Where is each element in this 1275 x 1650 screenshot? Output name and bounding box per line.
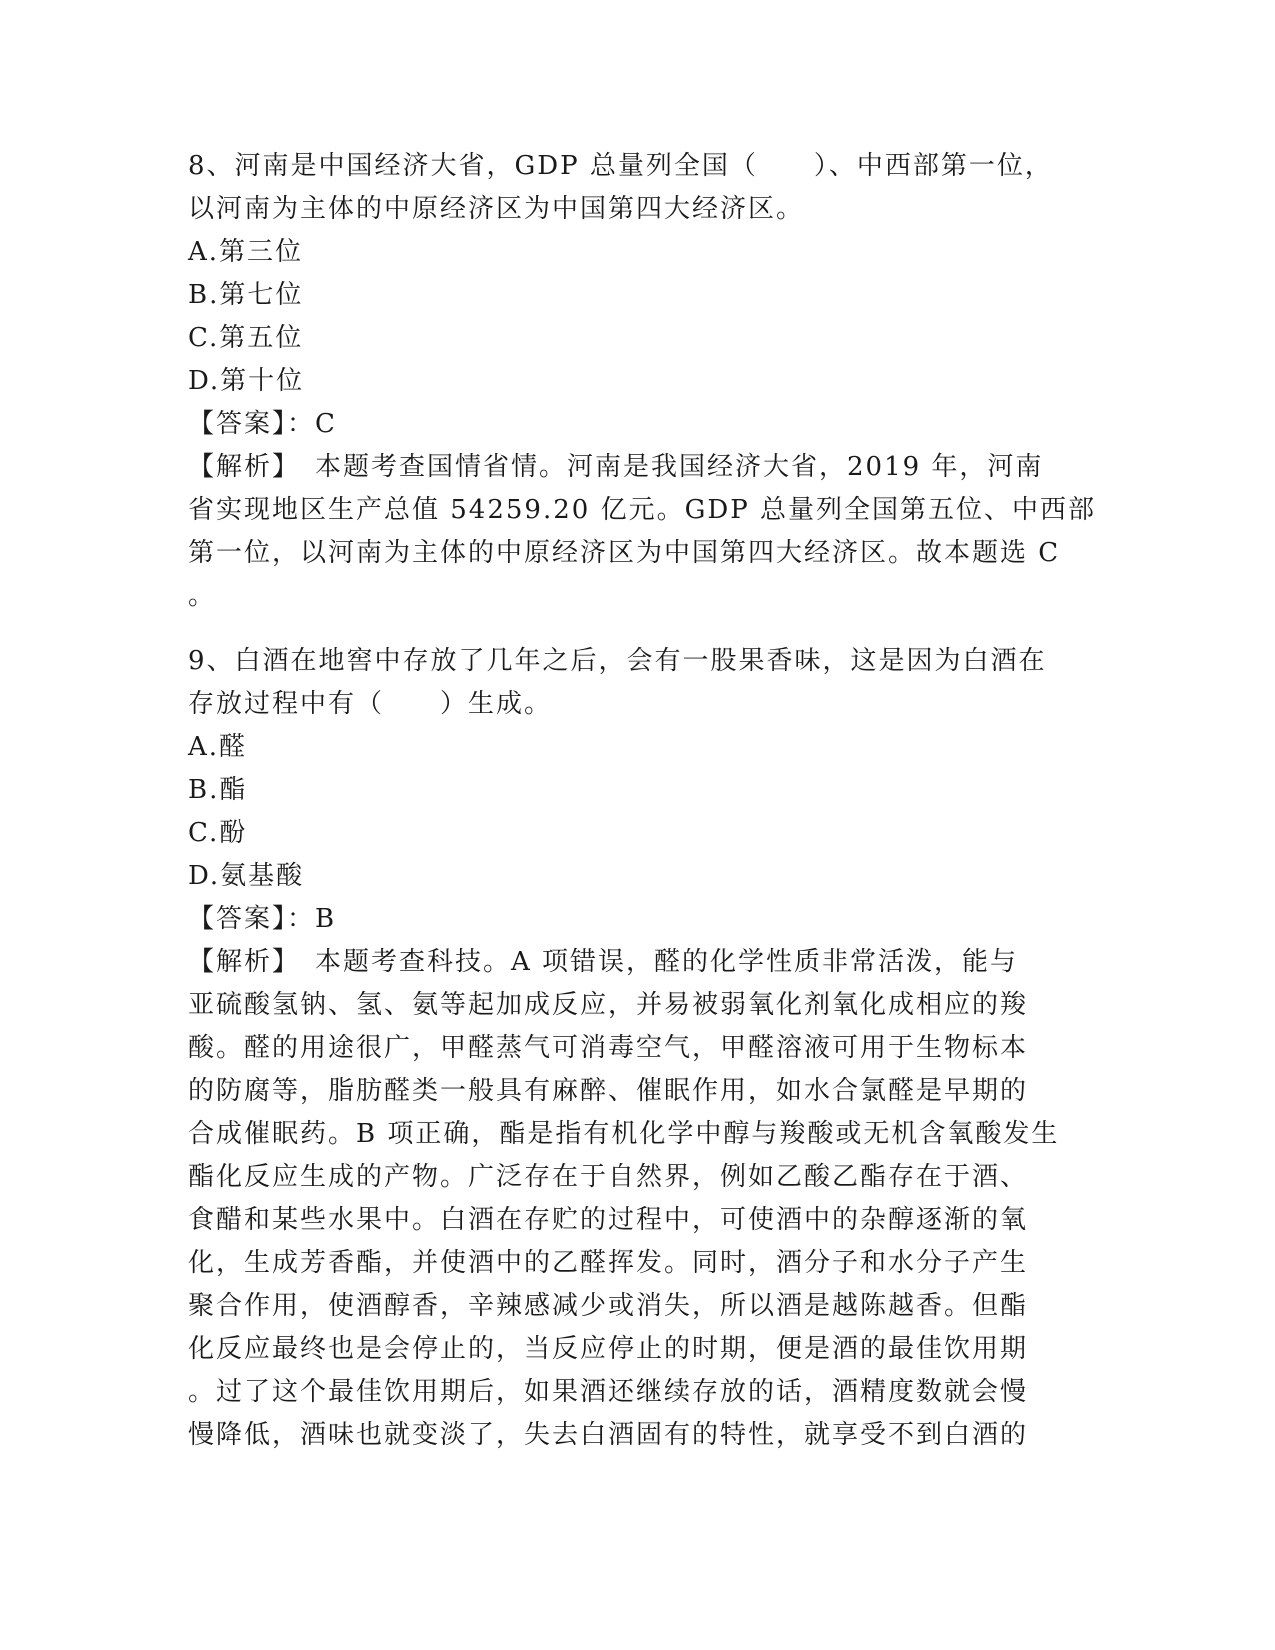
analysis-line: 【解析】 本题考查国情省情。河南是我国经济大省，2019 年，河南 [188, 452, 1044, 482]
analysis-line: 【解析】 本题考查科技。A 项错误，醛的化学性质非常活泼，能与 [188, 947, 1019, 977]
analysis-line: 聚合作用，使酒醇香，辛辣感减少或消失，所以酒是越陈越香。但酯 [188, 1291, 1029, 1321]
analysis-line: 第一位，以河南为主体的中原经济区为中国第四大经济区。故本题选 C [188, 538, 1061, 568]
question-spacer [188, 618, 1088, 640]
analysis-line: 合成催眠药。B 项正确，酯是指有机化学中醇与羧酸或无机含氧酸发生 [188, 1119, 1060, 1149]
option-a: A.第三位 [188, 237, 304, 267]
question-stem-line: 以河南为主体的中原经济区为中国第四大经济区。 [188, 194, 805, 224]
document-page [188, 145, 1096, 1457]
analysis-line: 化，生成芳香酯，并使酒中的乙醛挥发。同时，酒分子和水分子产生 [188, 1248, 1029, 1278]
option-c: C.酚 [188, 818, 248, 848]
analysis-line: 的防腐等，脂肪醛类一般具有麻醉、催眠作用，如水合氯醛是早期的 [188, 1076, 1029, 1106]
analysis-line: 食醋和某些水果中。白酒在存贮的过程中，可使酒中的杂醇逐渐的氧 [188, 1205, 1029, 1235]
answer-line: 【答案】：B [188, 904, 337, 934]
question-8 [188, 145, 1096, 618]
analysis-line: 酯化反应生成的产物。广泛存在于自然界，例如乙酸乙酯存在于酒、 [188, 1162, 1029, 1192]
question-stem-line: 8、河南是中国经济大省，GDP 总量列全国（ ）、中西部第一位， [188, 151, 1053, 181]
analysis-line: 化反应最终也是会停止的，当反应停止的时期，便是酒的最佳饮用期 [188, 1334, 1029, 1364]
question-stem-line: 9、白酒在地窖中存放了几年之后，会有一股果香味，这是因为白酒在 [188, 646, 1047, 676]
analysis-line: 。 [188, 581, 217, 611]
option-d: D.第十位 [188, 366, 305, 396]
analysis-line: 。过了这个最佳饮用期后，如果酒还继续存放的话，酒精度数就会慢 [188, 1377, 1029, 1407]
option-b: B.第七位 [188, 280, 304, 310]
option-b: B.酯 [188, 775, 248, 805]
analysis-line: 省实现地区生产总值 54259.20 亿元。GDP 总量列全国第五位、中西部 [188, 495, 1096, 525]
analysis-line: 慢降低，酒味也就变淡了，失去白酒固有的特性，就享受不到白酒的 [188, 1420, 1029, 1450]
option-d: D.氨基酸 [188, 861, 305, 891]
analysis-line: 亚硫酸氢钠、氢、氨等起加成反应，并易被弱氧化剂氧化成相应的羧 [188, 990, 1029, 1020]
analysis-line: 酸。醛的用途很广，甲醛蒸气可消毒空气，甲醛溶液可用于生物标本 [188, 1033, 1029, 1063]
answer-line: 【答案】：C [188, 409, 337, 439]
question-stem-line: 存放过程中有（ ）生成。 [188, 689, 553, 719]
option-c: C.第五位 [188, 323, 304, 353]
option-a: A.醛 [188, 732, 248, 762]
question-9 [188, 640, 1088, 1457]
